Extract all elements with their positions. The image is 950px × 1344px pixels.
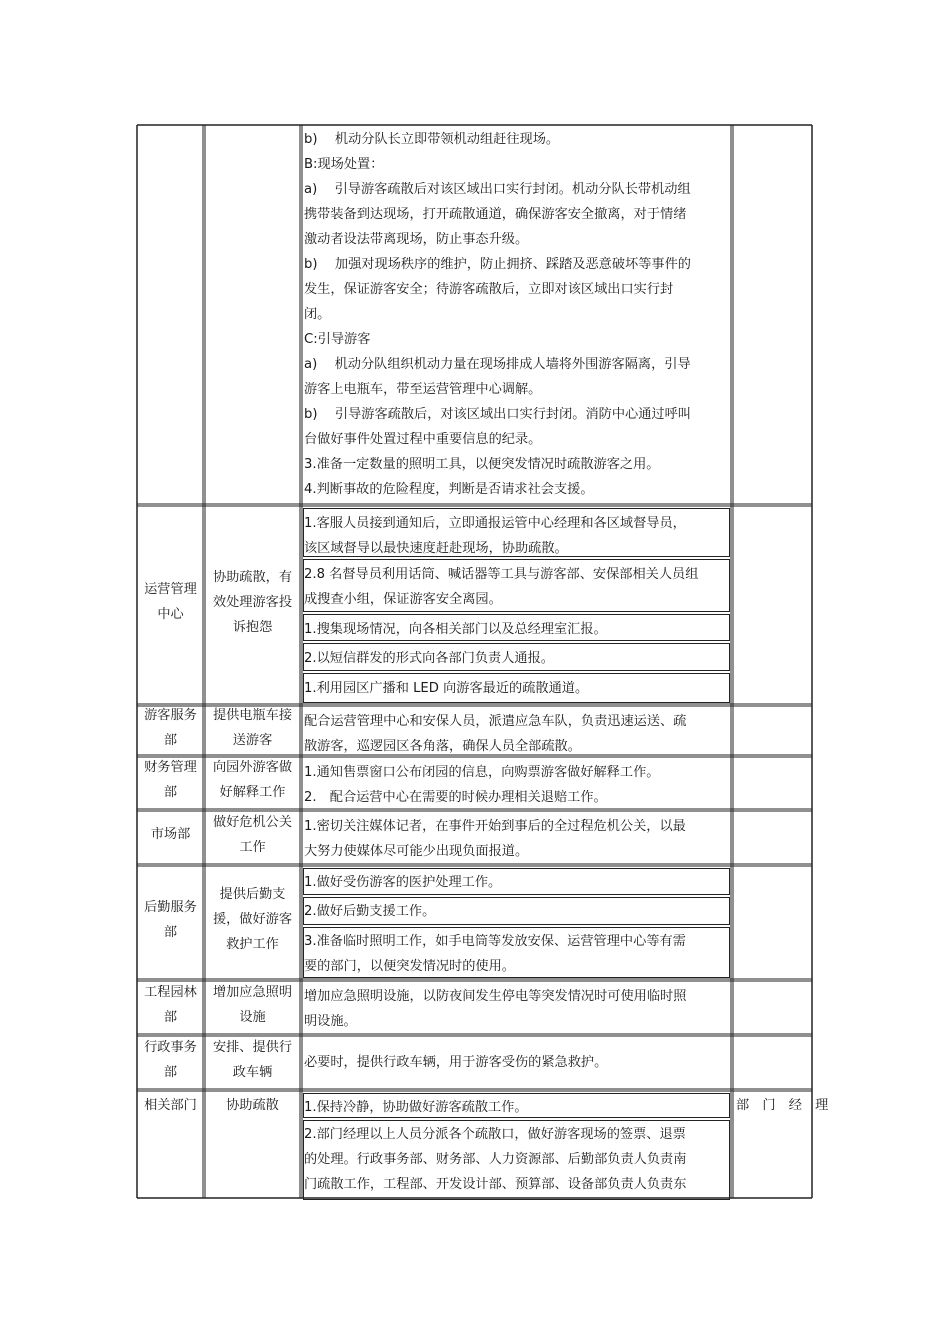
duty-item: 2.以短信群发的形式向各部门负责人通报。 bbox=[304, 651, 554, 666]
dept-name: 市场部 bbox=[150, 827, 191, 842]
duty-item: 的处理。行政事务部、财务部、人力资源部、后勤部负责人负责南 bbox=[304, 1152, 687, 1167]
procedure-line: 游客上电瓶车，带至运营管理中心调解。 bbox=[304, 382, 542, 397]
procedure-line: b) 引导游客疏散后，对该区域出口实行封闭。消防中心通过呼叫 bbox=[304, 407, 691, 422]
dept-name: 财务管理 bbox=[144, 760, 197, 775]
dept-name: 部 bbox=[163, 1064, 178, 1080]
procedure-line: 4.判断事故的危险程度，判断是否请求社会支援。 bbox=[304, 482, 594, 497]
dept-role: 工作 bbox=[239, 839, 266, 855]
procedure-line: b) 加强对现场秩序的维护，防止拥挤、踩踏及恶意破坏等事件的 bbox=[304, 257, 691, 272]
duty-item: 2.做好后勤支援工作。 bbox=[304, 904, 436, 919]
dept-role: 救护工作 bbox=[226, 937, 279, 952]
dept-role: 效处理游客投 bbox=[212, 594, 293, 610]
procedure-line: 携带装备到达现场，打开疏散通道，确保游客安全撤离，对于情绪 bbox=[304, 207, 687, 222]
dept-name: 部 bbox=[163, 924, 178, 940]
duty-text: 配合运营管理中心和安保人员，派遣应急车队，负责迅速运送、疏 bbox=[304, 714, 687, 729]
dept-role: 增加应急照明 bbox=[212, 984, 293, 1000]
dept-role: 协助疏散，有 bbox=[212, 569, 293, 585]
dept-name: 运营管理 bbox=[144, 582, 197, 597]
duty-text: 必要时，提供行政车辆，用于游客受伤的紧急救护。 bbox=[304, 1054, 608, 1070]
dept-name: 部 bbox=[163, 785, 178, 800]
duty-text: 1.密切关注媒体记者，在事件开始到事后的全过程危机公关，以最 bbox=[304, 819, 686, 834]
procedure-line: B:现场处置： bbox=[304, 157, 384, 172]
duty-item: 1.客服人员接到通知后，立即通报运管中心经理和各区域督导员， bbox=[304, 516, 686, 531]
procedure-line: a) 引导游客疏散后对该区域出口实行封闭。机动分队长带机动组 bbox=[304, 182, 691, 197]
dept-role: 政车辆 bbox=[232, 1064, 273, 1080]
approver-note: 部 门 经 理 bbox=[736, 1098, 829, 1113]
duty-item: 要的部门，以便突发情况时的使用。 bbox=[304, 959, 515, 974]
dept-role: 设施 bbox=[239, 1009, 266, 1025]
dept-name: 后勤服务 bbox=[144, 899, 197, 915]
duty-item: 1.做好受伤游客的医护处理工作。 bbox=[304, 875, 502, 890]
duty-text: 大努力使媒体尽可能少出现负面报道。 bbox=[304, 844, 529, 859]
duty-text: 增加应急照明设施，以防夜间发生停电等突发情况时可使用临时照 bbox=[304, 989, 687, 1004]
duty-item: 1.保持冷静，协助做好游客疏散工作。 bbox=[304, 1100, 528, 1115]
dept-name: 部 bbox=[163, 732, 178, 748]
procedure-line: C:引导游客 bbox=[304, 332, 371, 347]
duty-item: 1.利用园区广播和 LED 向游客最近的疏散通道。 bbox=[304, 681, 589, 696]
dept-role: 向园外游客做 bbox=[212, 760, 293, 775]
duty-text: 1.通知售票窗口公布闭园的信息，向购票游客做好解释工作。 bbox=[304, 765, 660, 780]
dept-role: 援，做好游客 bbox=[212, 912, 293, 927]
dept-role: 好解释工作 bbox=[219, 785, 286, 800]
dept-role: 诉抱怨 bbox=[232, 619, 273, 635]
dept-name: 中心 bbox=[157, 607, 184, 622]
procedure-line: 激动者设法带离现场，防止事态升级。 bbox=[304, 232, 529, 247]
dept-name: 部 bbox=[163, 1009, 178, 1025]
duty-item: 2.部门经理以上人员分派各个疏散口，做好游客现场的签票、退票 bbox=[304, 1127, 686, 1142]
duty-text: 明设施。 bbox=[304, 1014, 357, 1029]
dept-role: 协助疏散 bbox=[226, 1098, 279, 1113]
duty-item: 门疏散工作，工程部、开发设计部、预算部、设备部负责人负责东 bbox=[304, 1177, 687, 1192]
dept-name: 工程园林 bbox=[144, 984, 197, 1000]
duty-text: 散游客，巡逻园区各角落，确保人员全部疏散。 bbox=[304, 739, 581, 754]
procedure-line: a) 机动分队组织机动力量在现场排成人墙将外围游客隔离，引导 bbox=[304, 357, 691, 372]
procedure-line: 发生，保证游客安全；待游客疏散后，立即对该区域出口实行封 bbox=[304, 282, 674, 297]
dept-role: 安排、提供行 bbox=[212, 1039, 293, 1055]
dept-role: 提供后勤支 bbox=[219, 887, 286, 902]
duty-text: 2. 配合运营中心在需要的时候办理相关退赔工作。 bbox=[304, 790, 607, 805]
duty-item: 成搜查小组，保证游客安全离园。 bbox=[304, 592, 502, 607]
duty-item: 1.搜集现场情况，向各相关部门以及总经理室汇报。 bbox=[304, 622, 607, 637]
duty-item: 该区域督导以最快速度赶赴现场，协助疏散。 bbox=[304, 541, 568, 556]
procedure-line: b) 机动分队长立即带领机动组赶往现场。 bbox=[304, 132, 560, 147]
duty-item: 2.8 名督导员利用话筒、喊话器等工具与游客部、安保部相关人员组 bbox=[304, 567, 699, 582]
procedure-line: 3.准备一定数量的照明工具，以便突发情况时疏散游客之用。 bbox=[304, 457, 660, 472]
dept-name: 游客服务 bbox=[144, 707, 197, 723]
procedure-line: 台做好事件处置过程中重要信息的纪录。 bbox=[304, 432, 542, 447]
duty-item: 3.准备临时照明工作，如手电筒等发放安保、运营管理中心等有需 bbox=[304, 934, 686, 949]
dept-role: 送游客 bbox=[232, 732, 273, 748]
dept-role: 提供电瓶车接 bbox=[212, 707, 293, 723]
dept-name: 行政事务 bbox=[144, 1039, 197, 1055]
dept-role: 做好危机公关 bbox=[212, 814, 293, 830]
procedure-line: 闭。 bbox=[304, 307, 331, 322]
dept-name: 相关部门 bbox=[144, 1098, 197, 1113]
